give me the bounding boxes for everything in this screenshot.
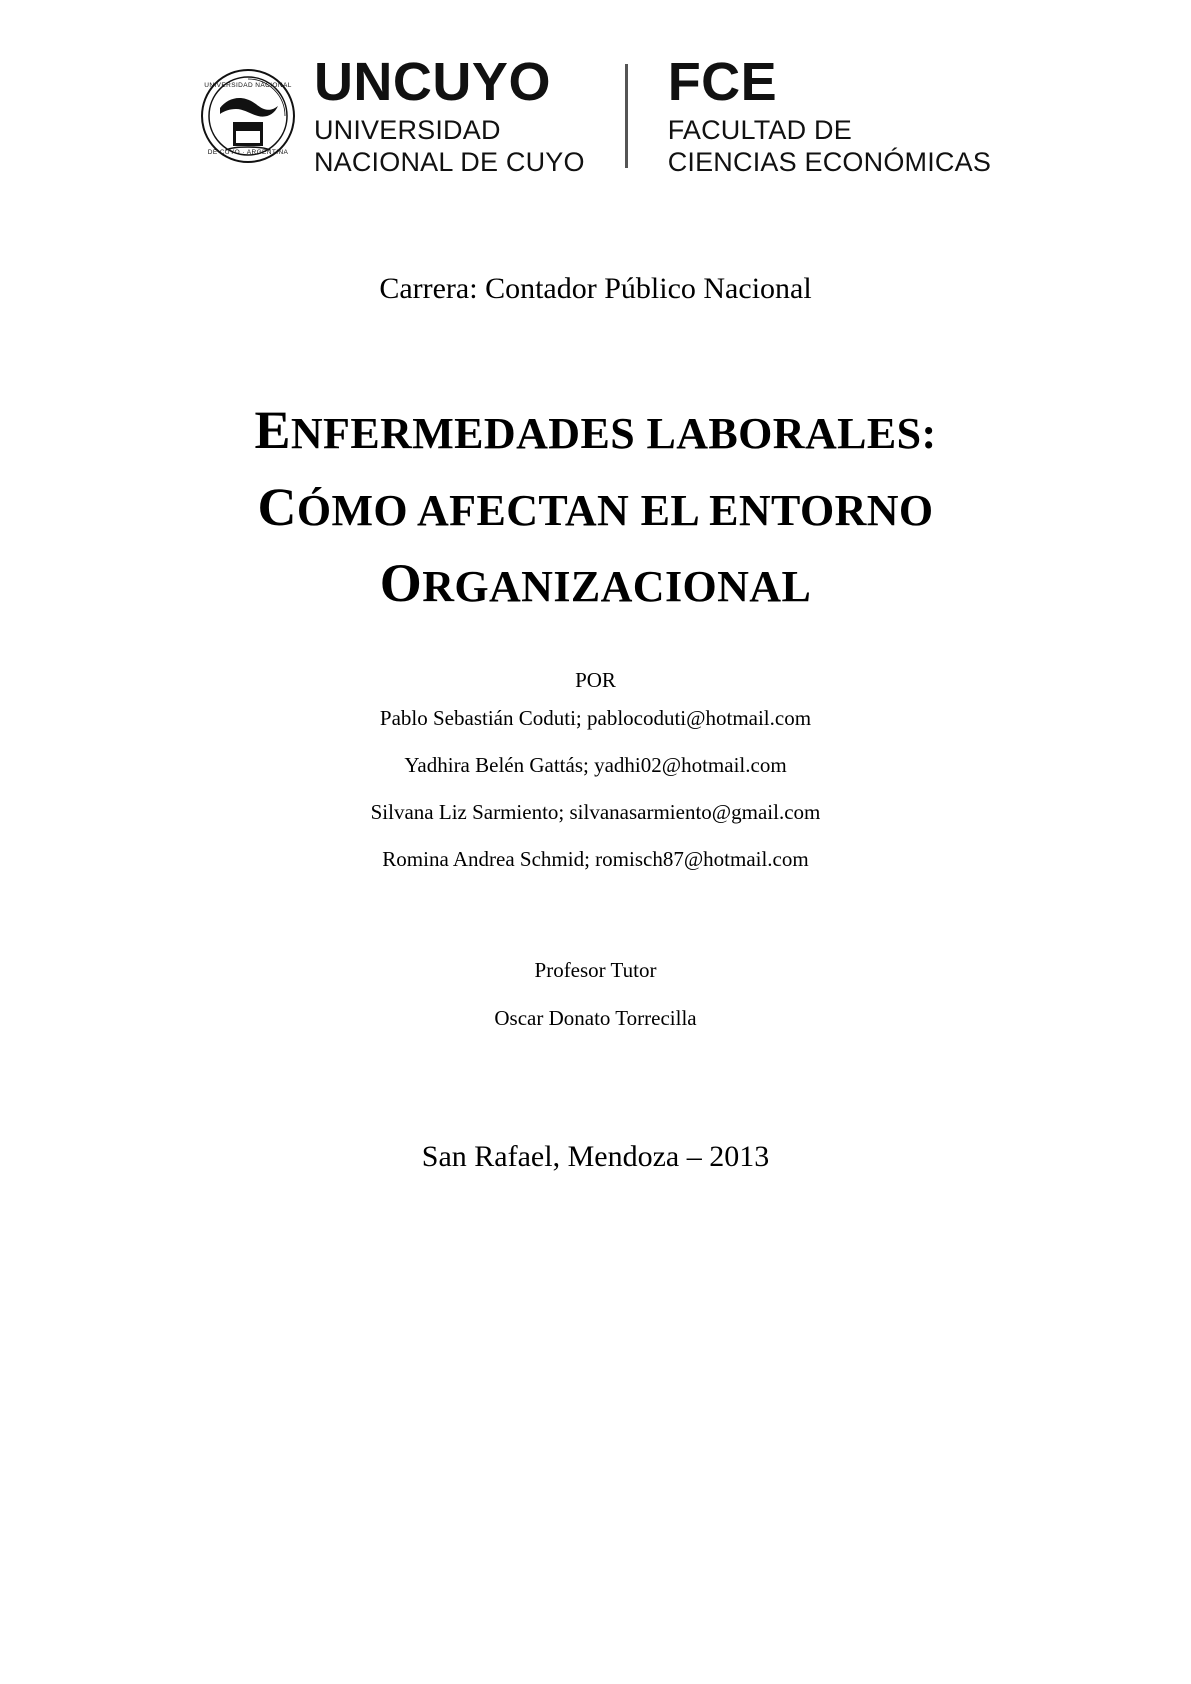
logo-inner bbox=[200, 52, 992, 178]
university-name-block bbox=[313, 52, 585, 178]
faculty-name-block bbox=[667, 52, 992, 178]
tutor-label: Profesor Tutor bbox=[534, 958, 657, 982]
career-line: Carrera: Contador Público Nacional bbox=[379, 272, 812, 305]
svg-text:DE CUYO · ARGENTINA: DE CUYO · ARGENTINA bbox=[207, 149, 289, 157]
faculty-abbreviation: FCE bbox=[667, 52, 778, 112]
university-subtitle-line2: NACIONAL DE CUYO bbox=[313, 147, 585, 178]
faculty-line1: FACULTAD DE bbox=[667, 115, 852, 145]
document-title-line1: ENFERMEDADES LABORALES: bbox=[254, 400, 937, 460]
list-item: Pablo Sebastián Coduti; pablocoduti@hotmail.com bbox=[379, 706, 812, 730]
document-title-line3: ORGANIZACIONAL bbox=[379, 553, 812, 614]
document-title-line2: CÓMO AFECTAN EL ENTORNO bbox=[257, 476, 934, 537]
list-item: Yadhira Belén Gattás; yadhi02@hotmail.com bbox=[404, 753, 787, 777]
tutor-name: Oscar Donato Torrecilla bbox=[494, 1006, 697, 1030]
institution-logo-lockup bbox=[0, 52, 1191, 178]
university-crest-icon bbox=[200, 68, 296, 164]
university-name: UNCUYO bbox=[313, 52, 551, 112]
by-label: POR bbox=[575, 668, 616, 692]
place-and-date: San Rafael, Mendoza – 2013 bbox=[421, 1140, 770, 1173]
list-item: Romina Andrea Schmid; romisch87@hotmail.com bbox=[382, 847, 809, 871]
list-item: Silvana Liz Sarmiento; silvanasarmiento@gmail.com bbox=[370, 800, 821, 824]
document-title bbox=[150, 392, 1041, 622]
university-subtitle-line1: UNIVERSIDAD bbox=[313, 115, 501, 145]
logo-divider bbox=[625, 64, 628, 168]
faculty-line2: CIENCIAS ECONÓMICAS bbox=[667, 147, 992, 178]
author-list bbox=[0, 708, 1191, 896]
svg-text:UNIVERSIDAD NACIONAL: UNIVERSIDAD NACIONAL bbox=[204, 82, 292, 90]
